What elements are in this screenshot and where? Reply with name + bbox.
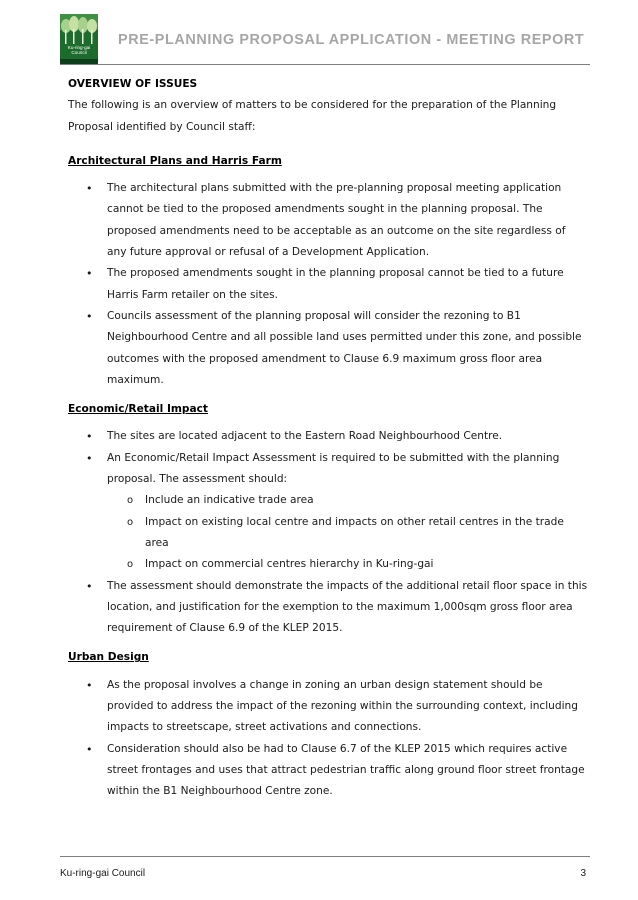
list-item: • Consideration should also be had to Clause 6.7 of the KLEP 2015 which requires active street frontages and uses that attract pedestrian traffic along ground floor street frontage within the B1 Neighbourhood Centre zone. [68, 739, 588, 803]
sub-list-item: o Impact on commercial centres hierarchy in Ku-ring-gai [107, 554, 588, 575]
footer-divider [60, 856, 590, 857]
report-body [68, 74, 588, 803]
overview-text: The following is an overview of matters to be considered for the preparation of the Planning Proposal identified by Council staff: [68, 99, 557, 133]
sub-list-item: o Include an indicative trade area [107, 490, 588, 511]
section-heading-architectural: Architectural Plans and Harris Farm [68, 154, 282, 167]
section-heading-urban-design: Urban Design [68, 651, 149, 664]
sub-list-item: o Impact on existing local centre and impacts on other retail centres in the trade area [107, 512, 588, 555]
report-title: PRE-PLANNING PROPOSAL APPLICATION - MEETING REPORT [118, 32, 585, 48]
list-item: • The assessment should demonstrate the impacts of the additional retail floor space in this location, and justification for the exemption to the maximum 1,000sqm gross floor area requirement of Clause 6.9 of the KLEP 2015. [68, 576, 588, 640]
page-number: 3 [580, 868, 586, 879]
list-item-text: An Economic/Retail Impact Assessment is required to be submitted with the planning proposal. The assessment should: [107, 451, 560, 486]
council-logo [60, 14, 98, 64]
assessment-sub-list [107, 490, 588, 575]
section-heading-economic: Economic/Retail Impact [68, 403, 208, 416]
list-item: • The architectural plans submitted with the pre-planning proposal meeting application cannot be tied to the proposed amendments sought in the planning proposal. The proposed amendments need to be acceptable as an outcome on the site regardless of any future approval or refusal of a Development Application. [68, 178, 588, 263]
list-item: • The sites are located adjacent to the Eastern Road Neighbourhood Centre. [68, 426, 588, 447]
overview-heading: OVERVIEW OF ISSUES [68, 78, 198, 90]
list-item: • The proposed amendments sought in the planning proposal cannot be tied to a future Harris Farm retailer on the sites. [68, 263, 588, 306]
list-item: • As the proposal involves a change in zoning an urban design statement should be provided to address the impact of the rezoning within the surrounding context, including impacts to streetscape, street activations and connections. [68, 675, 588, 739]
logo-wordmark: Ku-ring-gai Council [67, 45, 91, 55]
page-header [0, 0, 638, 70]
header-divider [60, 64, 590, 65]
architectural-bullet-list [68, 178, 588, 391]
economic-bullet-list [68, 426, 588, 639]
list-item [68, 448, 588, 576]
urban-design-bullet-list [68, 675, 588, 803]
tree-icon [60, 16, 98, 46]
list-item: • Councils assessment of the planning proposal will consider the rezoning to B1 Neighbourhood Centre and all possible land uses permitted under this zone, and possible outcomes with the proposed amendment to Clause 6.9 maximum gross floor area maximum. [68, 306, 588, 391]
footer-organisation: Ku-ring-gai Council [60, 868, 146, 879]
